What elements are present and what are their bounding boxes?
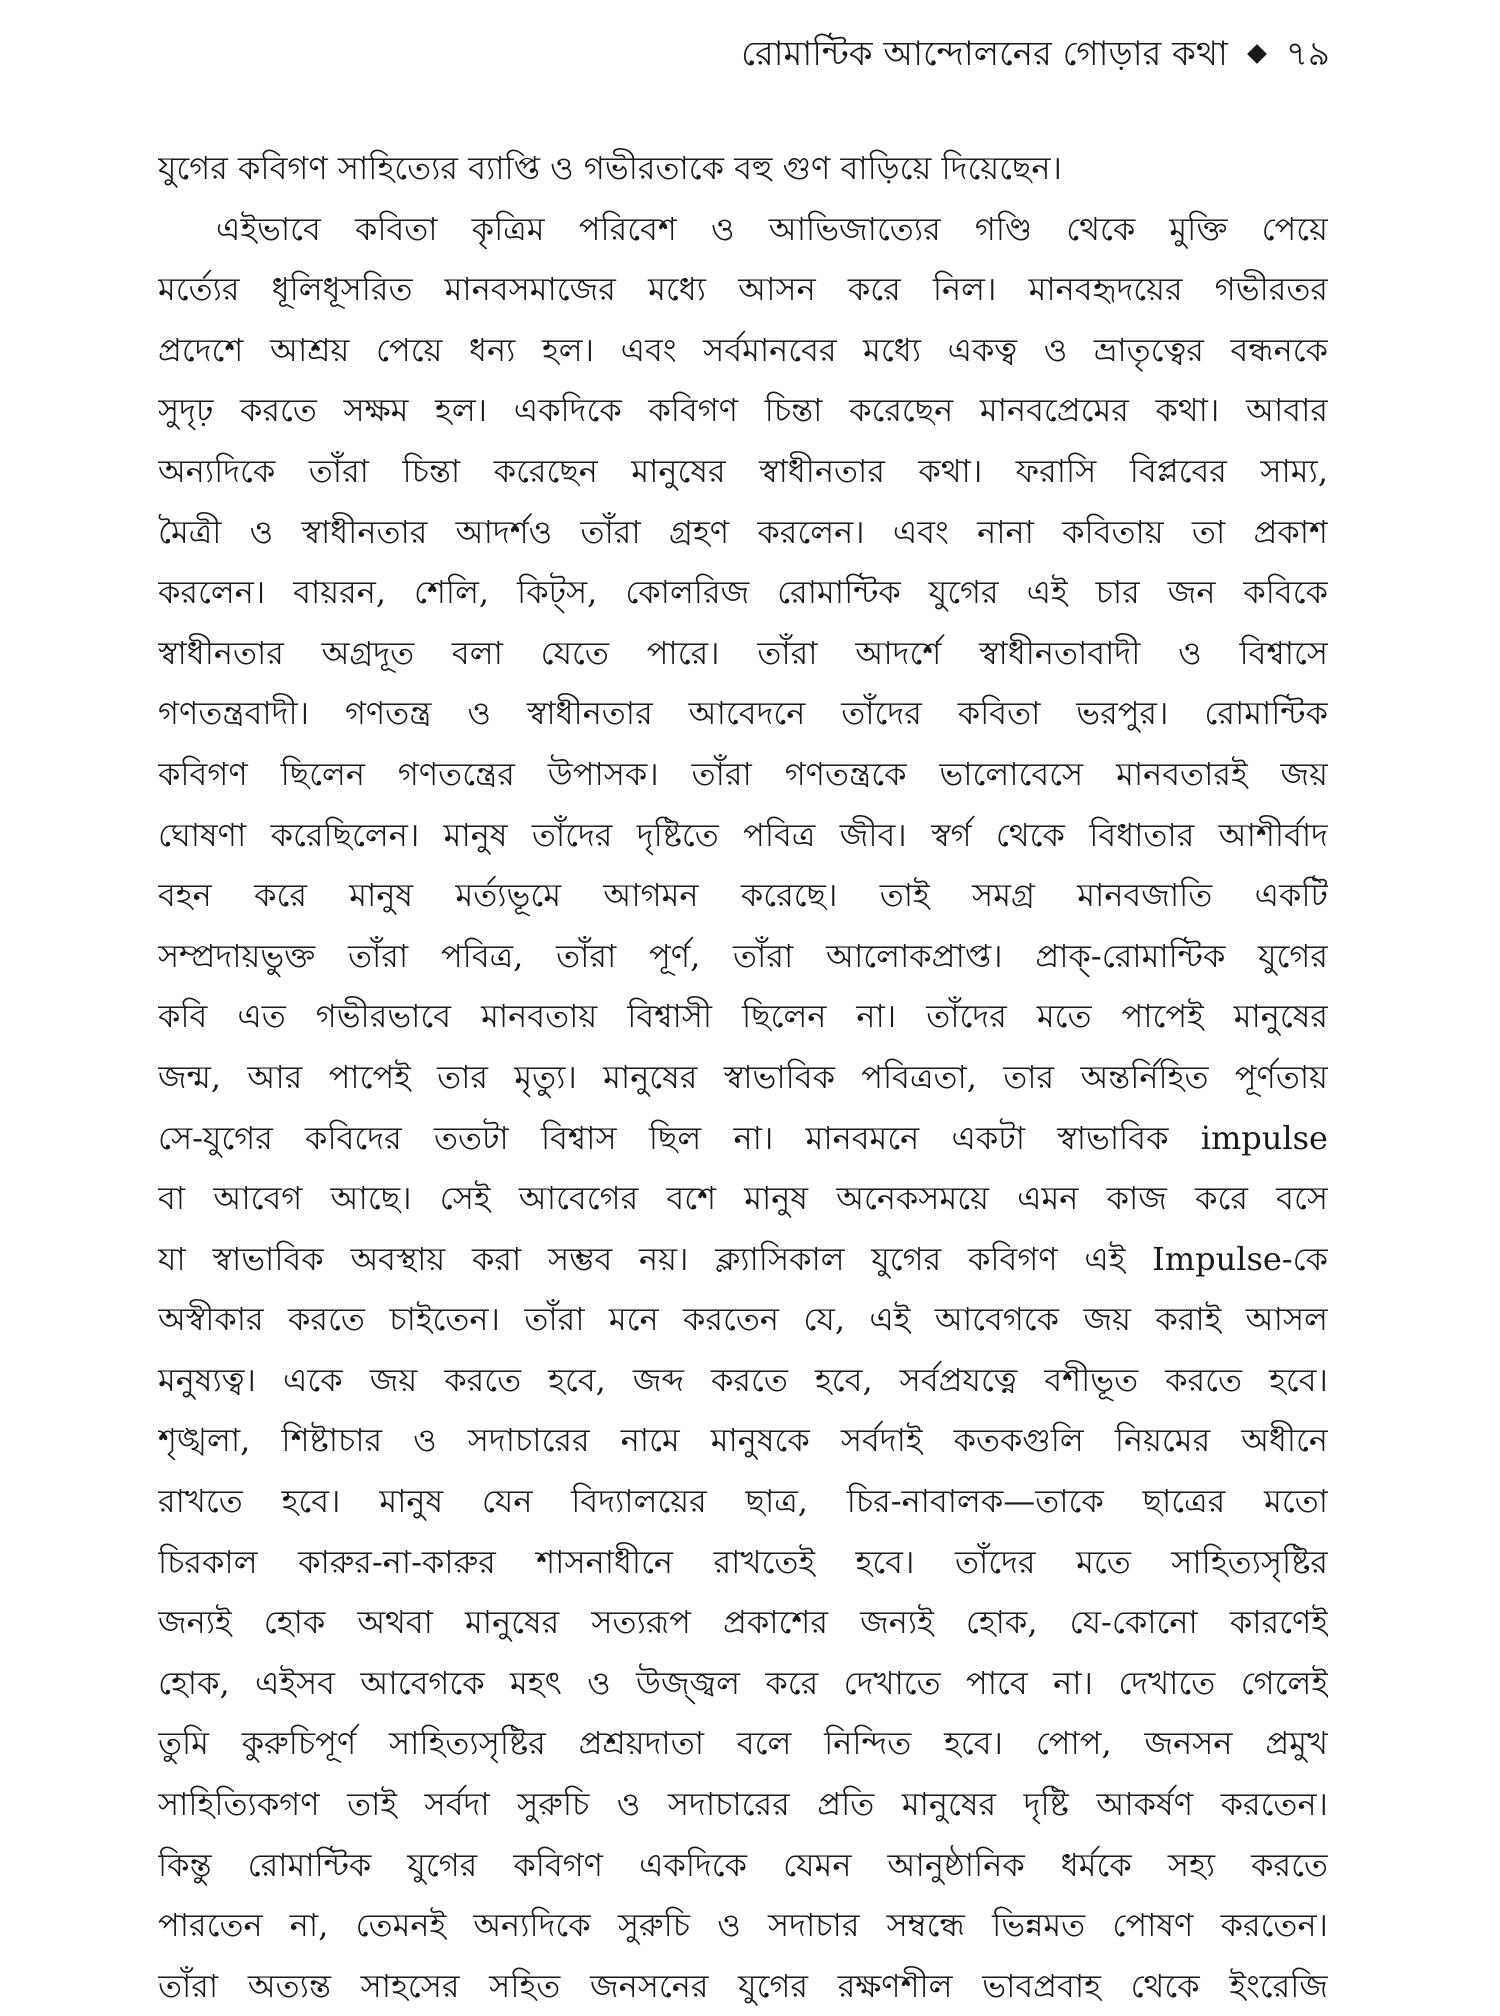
text-line: পারতেন না, তেমনই অন্যদিকে সুরুচি ও সদাচার সম্বন্ধে ভিন্নমত পোষণ করতেন। [158,1906,1328,1945]
text-line: রাখতে হবে। মানুষ যেন বিদ্যালয়ের ছাত্র, চির-নাবালক—তাকে ছাত্রের মতো [158,1482,1328,1521]
running-title: রোমান্টিক আন্দোলনের গোড়ার কথা [741,34,1228,74]
text-line: বহন করে মানুষ মর্ত্যভূমে আগমন করেছে। তাই সমগ্র মানবজাতি একটি [158,876,1328,915]
text-line: ঘোষণা করেছিলেন। মানুষ তাঁদের দৃষ্টিতে পবিত্র জীব। স্বর্গ থেকে বিধাতার আশীর্বাদ [158,815,1328,854]
running-header [741,30,1330,78]
text-line: প্রদেশে আশ্রয় পেয়ে ধন্য হল। এবং সর্বমানবের মধ্যে একত্ব ও ভ্রাতৃত্বের বন্ধনকে [158,330,1328,369]
text-line: বা আবেগ আছে। সেই আবেগের বশে মানুষ অনেকসময়ে এমন কাজ করে বসে [158,1179,1328,1218]
text-line: অস্বীকার করতে চাইতেন। তাঁরা মনে করতেন যে, এই আবেগকে জয় করাই আসল [158,1300,1328,1339]
text-line: জন্ম, আর পাপেই তার মৃত্যু। মানুষের স্বাভাবিক পবিত্রতা, তার অন্তর্নিহিত পূর্ণতায় [158,1057,1328,1096]
text-line: মর্ত্যের ধূলিধূসরিত মানবসমাজের মধ্যে আসন করে নিল। মানবহৃদয়ের গভীরতর [158,270,1328,309]
text-line: এইভাবে কবিতা কৃত্রিম পরিবেশ ও আভিজাত্যের গণ্ডি থেকে মুক্তি পেয়ে [216,209,1328,248]
text-line: মনুষ্যত্ব। একে জয় করতে হবে, জব্দ করতে হবে, সর্বপ্রযত্নে বশীভূত করতে হবে। [158,1360,1328,1399]
text-line: অন্যদিকে তাঁরা চিন্তা করেছেন মানুষের স্বাধীনতার কথা। ফরাসি বিপ্লবের সাম্য, [158,451,1328,490]
text-line: গণতন্ত্রবাদী। গণতন্ত্র ও স্বাধীনতার আবেদনে তাঁদের কবিতা ভরপুর। রোমান্টিক [158,694,1328,733]
text-line: কবিগণ ছিলেন গণতন্ত্রের উপাসক। তাঁরা গণতন্ত্রকে ভালোবেসে মানবতারই জয় [158,754,1328,793]
text-line: করলেন। বায়রন, শেলি, কিট্স, কোলরিজ রোমান্টিক যুগের এই চার জন কবিকে [158,573,1328,612]
text-line: তুমি কুরুচিপূর্ণ সাহিত্যসৃষ্টির প্রশ্রয়দাতা বলে নিন্দিত হবে। পোপ, জনসন প্রমুখ [158,1724,1328,1763]
text-line: হোক, এইসব আবেগকে মহৎ ও উজ্জ্বল করে দেখাতে পাবে না। দেখাতে গেলেই [158,1663,1328,1702]
text-line: সুদৃঢ় করতে সক্ষম হল। একদিকে কবিগণ চিন্তা করেছেন মানবপ্রেমের কথা। আবার [158,391,1328,430]
page-number: ৭৯ [1285,34,1330,74]
text-line: কিন্তু রোমান্টিক যুগের কবিগণ একদিকে যেমন আনুষ্ঠানিক ধর্মকে সহ্য করতে [158,1845,1328,1884]
text-line: তাঁরা অত্যন্ত সাহসের সহিত জনসনের যুগের রক্ষণশীল ভাবপ্রবাহ থেকে ইংরেজি [158,1966,1328,2005]
text-line: সম্প্রদায়ভুক্ত তাঁরা পবিত্র, তাঁরা পূর্ণ, তাঁরা আলোকপ্রাপ্ত। প্রাক্-রোমান্টিক যুগের [158,936,1328,975]
text-line: সে-যুগের কবিদের ততটা বিশ্বাস ছিল না। মানবমনে একটা স্বাভাবিক impulse [158,1118,1328,1157]
text-line: যা স্বাভাবিক অবস্থায় করা সম্ভব নয়। ক্ল্যাসিকাল যুগের কবিগণ এই Impulse-কে [158,1239,1328,1278]
body-text [158,138,1328,2016]
text-line: সাহিত্যিকগণ তাই সর্বদা সুরুচি ও সদাচারের প্রতি মানুষের দৃষ্টি আকর্ষণ করতেন। [158,1785,1328,1824]
text-line: কবি এত গভীরভাবে মানবতায় বিশ্বাসী ছিলেন না। তাঁদের মতে পাপেই মানুষের [158,997,1328,1036]
text-line: শৃঙ্খলা, শিষ্টাচার ও সদাচারের নামে মানুষকে সর্বদাই কতকগুলি নিয়মের অধীনে [158,1421,1328,1460]
diamond-separator-icon [1247,44,1267,64]
text-line: যুগের কবিগণ সাহিত্যের ব্যাপ্তি ও গভীরতাকে বহু গুণ বাড়িয়ে দিয়েছেন। [158,149,1062,187]
text-line: জন্যই হোক অথবা মানুষের সত্যরূপ প্রকাশের জন্যই হোক, যে-কোনো কারণেই [158,1603,1328,1642]
text-line: চিরকাল কারুর-না-কারুর শাসনাধীনে রাখতেই হবে। তাঁদের মতে সাহিত্যসৃষ্টির [158,1542,1328,1581]
text-line: স্বাধীনতার অগ্রদূত বলা যেতে পারে। তাঁরা আদর্শে স্বাধীনতাবাদী ও বিশ্বাসে [158,633,1328,672]
text-line: মৈত্রী ও স্বাধীনতার আদর্শও তাঁরা গ্রহণ করলেন। এবং নানা কবিতায় তা প্রকাশ [158,512,1328,551]
